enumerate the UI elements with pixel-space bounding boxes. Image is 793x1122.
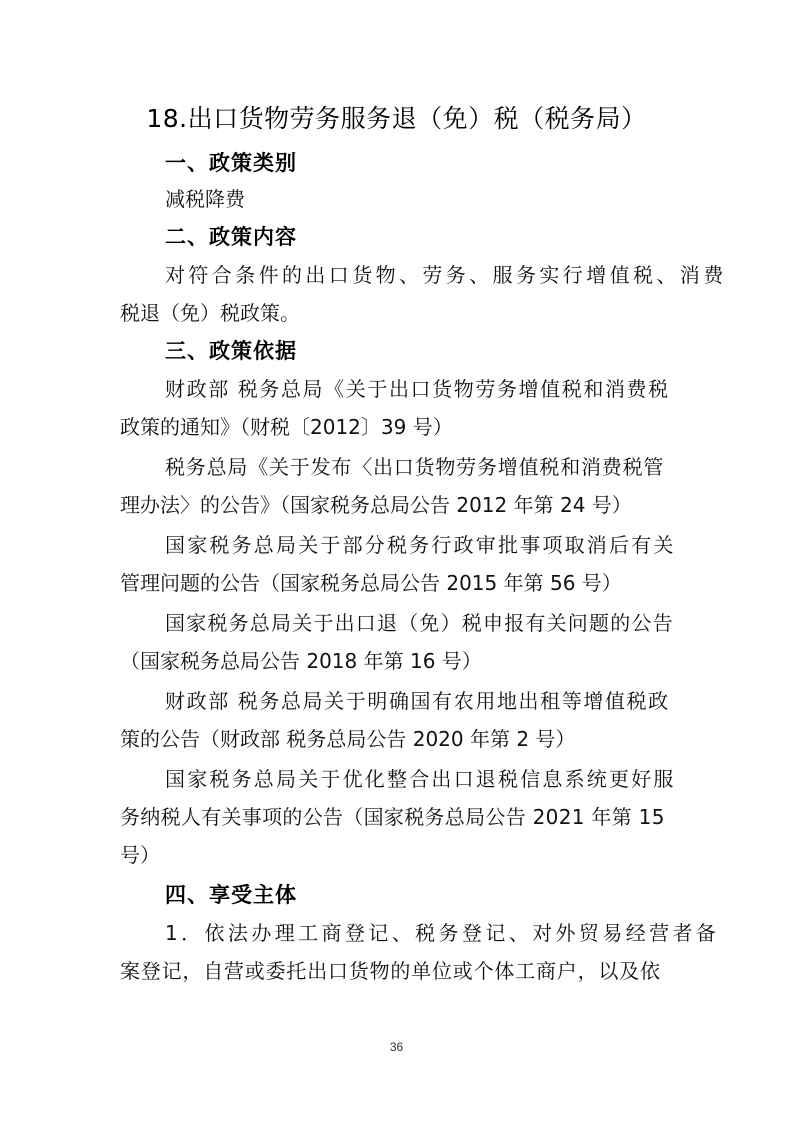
section-heading-beneficiaries: 四、享受主体 — [165, 883, 297, 907]
section-heading-policy-content: 二、政策内容 — [165, 225, 297, 249]
policy-basis-ref-2-line-2: 理办法〉的公告》（国家税务总局公告 2012 年第 24 号） — [120, 493, 632, 517]
document-title: 18.出口货物劳务服务退（免）税（税务局） — [146, 104, 647, 133]
policy-basis-ref-3-line-1: 国家税务总局关于部分税务行政审批事项取消后有关 — [165, 533, 676, 557]
section-heading-policy-basis: 三、政策依据 — [165, 339, 297, 363]
policy-basis-ref-2-line-1: 税务总局《关于发布〈出口货物劳务增值税和消费税管 — [165, 455, 665, 479]
section-heading-policy-category: 一、政策类别 — [165, 151, 297, 175]
policy-basis-ref-6-line-2: 务纳税人有关事项的公告（国家税务总局公告 2021 年第 15 — [120, 805, 665, 829]
policy-basis-ref-4-line-2: （国家税务总局公告 2018 年第 16 号） — [120, 649, 482, 673]
policy-basis-ref-1-line-2: 政策的通知》（财税〔2012〕39 号） — [120, 415, 453, 439]
policy-content-line-1: 对符合条件的出口货物、劳务、服务实行增值税、消费 — [165, 263, 727, 287]
page-number: 36 — [389, 1040, 404, 1054]
policy-basis-ref-5-line-1: 财政部 税务总局关于明确国有农用地出租等增值税政 — [165, 689, 670, 713]
beneficiaries-line-1: 1．依法办理工商登记、税务登记、对外贸易经营者备 — [165, 921, 720, 945]
policy-category-text: 减税降费 — [165, 187, 245, 211]
policy-basis-ref-5-line-2: 策的公告（财政部 税务总局公告 2020 年第 2 号） — [120, 727, 576, 751]
policy-basis-ref-3-line-2: 管理问题的公告（国家税务总局公告 2015 年第 56 号） — [120, 571, 622, 595]
policy-basis-ref-6-line-3: 号） — [120, 843, 160, 867]
policy-basis-ref-1-line-1: 财政部 税务总局《关于出口货物劳务增值税和消费税 — [165, 377, 670, 401]
policy-basis-ref-4-line-1: 国家税务总局关于出口退（免）税申报有关问题的公告 — [165, 611, 674, 635]
beneficiaries-line-2: 案登记，自营或委托出口货物的单位或个体工商户，以及依 — [120, 959, 661, 983]
policy-basis-ref-6-line-1: 国家税务总局关于优化整合出口退税信息系统更好服 — [165, 767, 676, 791]
policy-content-line-2: 税退（免）税政策。 — [120, 301, 300, 325]
